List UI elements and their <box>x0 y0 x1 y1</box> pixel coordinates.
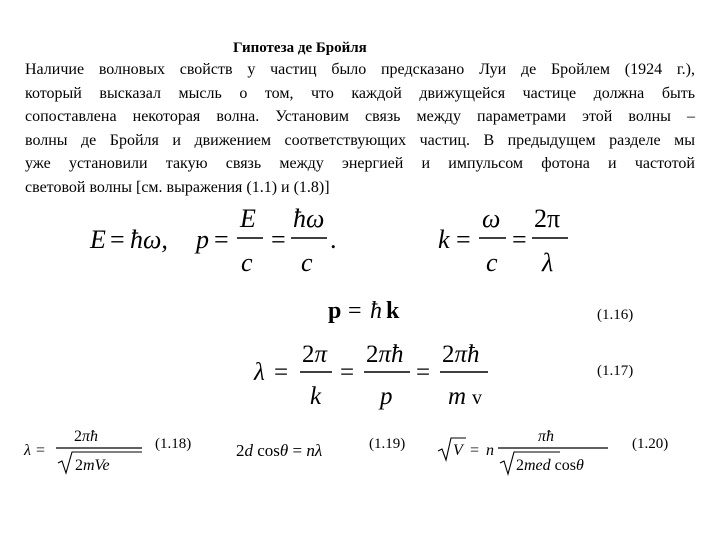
svg-text:k: k <box>386 298 400 324</box>
svg-text:k: k <box>438 225 450 254</box>
svg-text:v: v <box>472 387 482 409</box>
svg-text:ω: ω <box>482 204 501 233</box>
svg-text:ħω: ħω <box>293 204 325 233</box>
svg-text:m: m <box>448 383 467 410</box>
paragraph-line: уже установили такую связь между энергией и импульсом фотона и частотой <box>25 155 695 172</box>
equation-number: (1.20) <box>632 436 669 452</box>
intro-paragraph <box>25 58 695 199</box>
svg-text:=: = <box>348 298 362 324</box>
svg-text:=: = <box>271 225 286 254</box>
equation-wave-number <box>436 200 586 280</box>
equation-bragg-condition <box>234 437 366 463</box>
svg-text:k: k <box>310 383 322 410</box>
equation-wavelength-voltage <box>22 425 148 481</box>
svg-text:c: c <box>486 248 498 277</box>
svg-text:2πħ: 2πħ <box>74 428 99 445</box>
svg-text:=: = <box>340 359 355 386</box>
svg-text:2med cosθ: 2med cosθ <box>516 457 584 474</box>
paragraph-line: который высказал мысль о том, что каждой движущейся частице должна быть <box>25 84 695 102</box>
svg-text:=: = <box>110 225 125 254</box>
svg-text:p: p <box>196 225 209 254</box>
svg-text:2πħ: 2πħ <box>366 341 404 368</box>
svg-text:E: E <box>90 225 106 254</box>
svg-text:=: = <box>512 225 527 254</box>
svg-text:λ: λ <box>24 442 31 459</box>
equation-number: (1.18) <box>155 436 192 452</box>
svg-text:p: p <box>380 383 393 410</box>
svg-text:n: n <box>486 442 494 459</box>
equation-energy-momentum <box>88 200 358 280</box>
svg-text:ħω,: ħω, <box>130 225 168 254</box>
svg-text:=: = <box>36 442 46 459</box>
svg-text:2d cosθ = nλ: 2d cosθ = nλ <box>236 441 323 460</box>
svg-text:ħ: ħ <box>370 298 382 324</box>
equation-number: (1.17) <box>597 363 634 379</box>
equation-number: (1.19) <box>369 436 406 452</box>
equation-wavelength <box>252 338 502 416</box>
svg-text:2mVe: 2mVe <box>75 457 110 474</box>
svg-text:c: c <box>241 248 253 277</box>
equation-number: (1.16) <box>597 307 634 323</box>
svg-text:λ: λ <box>542 248 554 277</box>
paragraph-line: волны де Бройля и движением соответствующих частиц. В предыдущем разделе мы <box>25 131 695 149</box>
paragraph-line: сопоставлена некоторая волна. Установим связь между параметрами этой волны – <box>25 108 695 125</box>
svg-text:=: = <box>416 359 431 386</box>
svg-text:E: E <box>240 204 256 233</box>
paragraph-line: Наличие волновых свойств у частиц было предсказано Луи де Бройлем (1924 г.), <box>25 61 695 78</box>
svg-text:p: p <box>328 298 342 324</box>
svg-text:πħ: πħ <box>538 428 555 445</box>
equation-momentum-vector <box>326 292 426 326</box>
svg-text:c: c <box>301 248 313 277</box>
svg-text:=: = <box>470 442 480 459</box>
svg-text:.: . <box>330 225 337 254</box>
page-title: Гипотеза де Бройля <box>233 40 367 56</box>
paragraph-line: световой волны [см. выражения (1.1) и (1.8)] <box>25 178 330 196</box>
svg-text:λ: λ <box>254 359 265 386</box>
svg-text:=: = <box>456 225 471 254</box>
svg-text:2π: 2π <box>302 341 328 368</box>
svg-text:=: = <box>214 225 229 254</box>
svg-text:2π: 2π <box>534 204 561 233</box>
equation-sqrt-voltage <box>436 424 612 482</box>
svg-text:V: V <box>453 442 463 459</box>
svg-text:2πħ: 2πħ <box>442 341 480 368</box>
svg-text:=: = <box>274 359 289 386</box>
